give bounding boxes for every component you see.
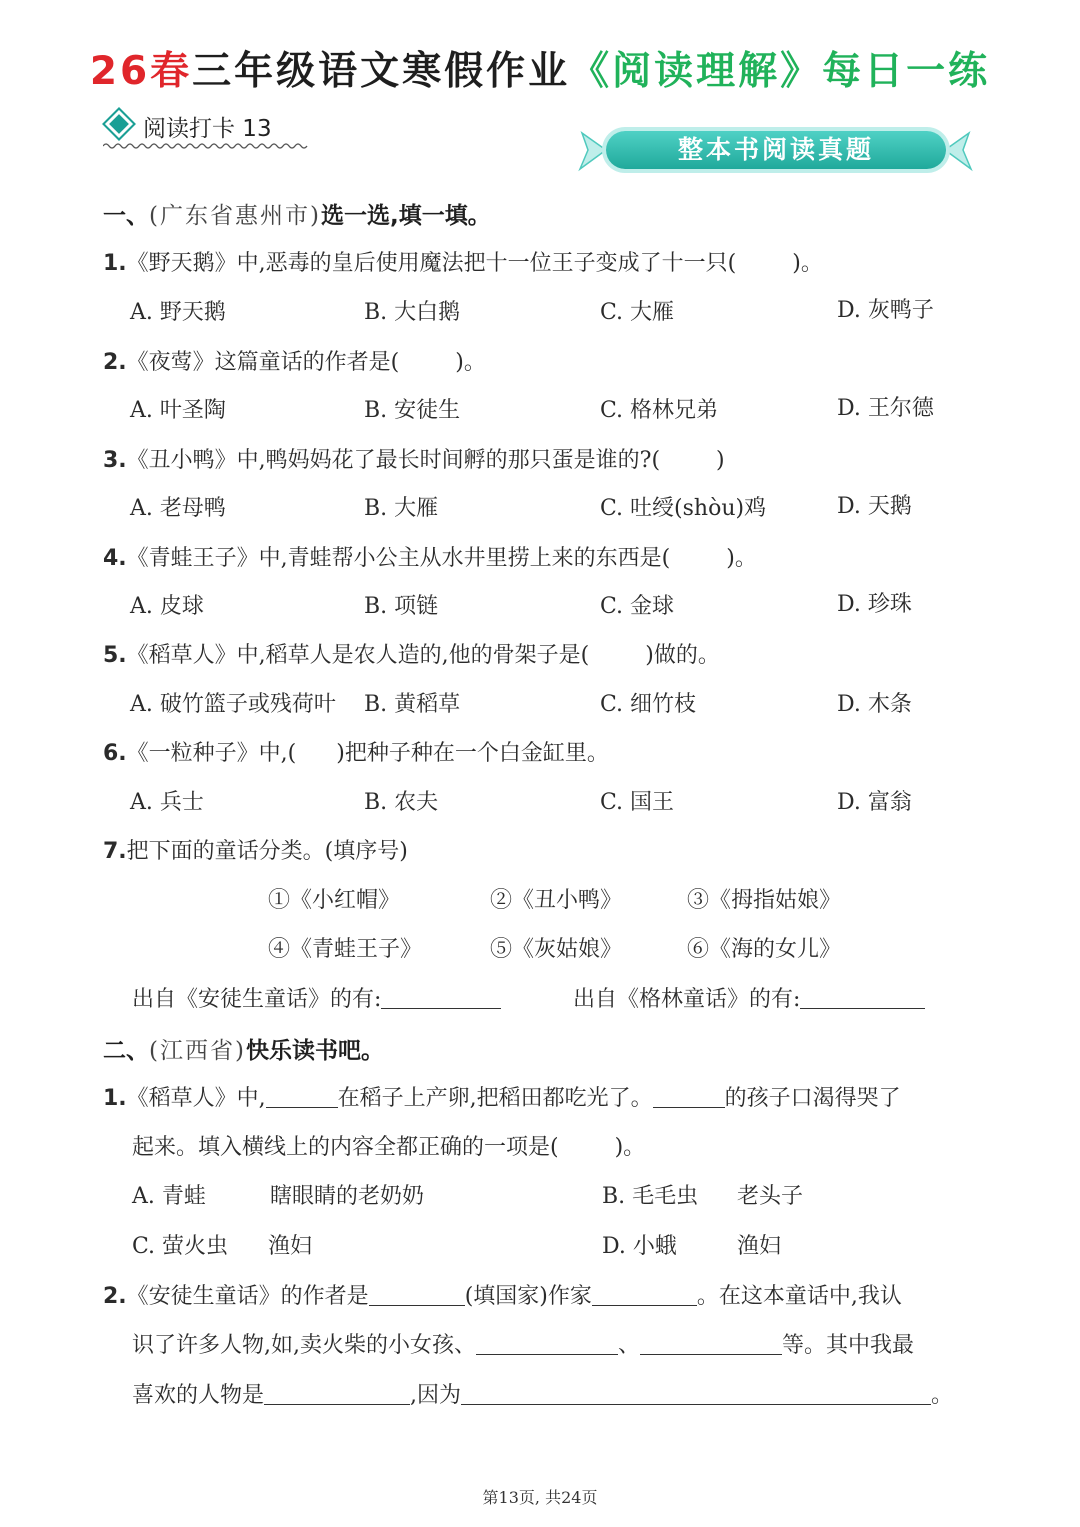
q1-option-c: C. 大雁 [600, 300, 675, 325]
q7-item-6: ⑥《海的女儿》 [687, 937, 842, 962]
q7-item-1: ①《小红帽》 [268, 888, 401, 913]
diamond-icon [105, 110, 133, 138]
page-title [0, 40, 1080, 100]
title-prefix: 26春 [89, 49, 193, 94]
question-3: 3.《丑小鸭》中,鸭妈妈花了最长时间孵的那只蛋是谁的?( ) [103, 448, 725, 473]
title-main: 三年级语文寒假作业 [192, 49, 571, 94]
s2-question-1-line2: 起来。填入横线上的内容全都正确的一项是( )。 [132, 1135, 646, 1160]
answer-blank[interactable] [264, 1384, 410, 1405]
q3-option-c: C. 吐绶(shòu)鸡 [600, 496, 767, 521]
answer-blank[interactable] [592, 1285, 697, 1306]
s2-q1-option-d: D. 小蛾 [602, 1234, 677, 1259]
q6-option-b: B. 农夫 [364, 790, 439, 815]
s2-q1-option-a: A. 青蛙 [132, 1184, 206, 1209]
title-suffix: 每日一练 [822, 49, 991, 94]
checkin-label: 阅读打卡 13 [143, 116, 272, 142]
left-wing-icon [578, 125, 608, 175]
s2-q1-option-b: B. 毛毛虫 [602, 1184, 699, 1209]
section-banner [578, 125, 973, 175]
q7-item-4: ④《青蛙王子》 [268, 937, 423, 962]
q1-option-d: D. 灰鸭子 [837, 298, 934, 323]
answer-blank[interactable] [476, 1334, 618, 1355]
answer-blank[interactable] [640, 1334, 782, 1355]
title-book: 《阅读理解》 [570, 49, 823, 94]
q5-option-b: B. 黄稻草 [364, 692, 461, 717]
answer-blank[interactable] [800, 988, 925, 1009]
q4-option-a: A. 皮球 [130, 594, 204, 619]
q2-option-a: A. 叶圣陶 [130, 398, 226, 423]
s2-q1-option-c: C. 萤火虫 [132, 1234, 229, 1259]
answer-blank[interactable] [381, 988, 501, 1009]
question-4: 4.《青蛙王子》中,青蛙帮小公主从水井里捞上来的东西是( )。 [103, 546, 757, 571]
right-wing-icon [943, 125, 973, 175]
answer-blank[interactable] [653, 1087, 725, 1108]
q3-option-a: A. 老母鸭 [130, 496, 226, 521]
question-7: 7.把下面的童话分类。(填序号) [103, 839, 408, 864]
page-number: 第13页, 共24页 [482, 1488, 598, 1507]
s2-question-2-line2: 识了许多人物,如,卖火柴的小女孩、 、 等。其中我最 [132, 1333, 915, 1358]
q1-option-b: B. 大白鹅 [364, 300, 461, 325]
q6-option-c: C. 国王 [600, 790, 675, 815]
answer-blank[interactable] [369, 1285, 465, 1306]
q4-option-d: D. 珍珠 [837, 592, 912, 617]
q2-option-d: D. 王尔德 [837, 396, 934, 421]
q6-option-d: D. 富翁 [837, 790, 912, 815]
q5-option-a: A. 破竹篮子或残荷叶 [130, 692, 336, 717]
q4-option-c: C. 金球 [600, 594, 675, 619]
s2-question-1: 1.《稻草人》中, 在稻子上产卵,把稻田都吃光了。 的孩子口渴得哭了 [103, 1086, 901, 1111]
q6-option-a: A. 兵士 [130, 790, 204, 815]
s2-q1-option-a-detail: 瞎眼睛的老奶奶 [270, 1184, 425, 1209]
question-1: 1.《野天鹅》中,恶毒的皇后使用魔法把十一位王子变成了十一只( )。 [103, 251, 823, 276]
q5-option-c: C. 细竹枝 [600, 692, 697, 717]
q2-option-c: C. 格林兄弟 [600, 398, 719, 423]
q7-item-5: ⑤《灰姑娘》 [490, 937, 623, 962]
q7-item-2: ②《丑小鸭》 [490, 888, 623, 913]
answer-blank[interactable] [266, 1087, 338, 1108]
reading-checkin [103, 110, 272, 143]
q2-option-b: B. 安徒生 [364, 398, 461, 423]
q1-option-a: A. 野天鹅 [130, 300, 226, 325]
section2-heading: 二、(江西省)快乐读书吧。 [103, 1038, 384, 1064]
q7-item-3: ③《拇指姑娘》 [687, 888, 842, 913]
s2-q1-option-b-detail: 老头子 [737, 1184, 804, 1209]
s2-q1-option-c-detail: 渔妇 [268, 1234, 313, 1259]
q3-option-b: B. 大雁 [364, 496, 439, 521]
q4-option-b: B. 项链 [364, 594, 439, 619]
question-2: 2.《夜莺》这篇童话的作者是( )。 [103, 350, 486, 375]
q7-andersen-fill: 出自《安徒生童话》的有: [132, 982, 501, 1013]
q3-option-d: D. 天鹅 [837, 494, 912, 519]
banner-text: 整本书阅读真题 [677, 135, 874, 164]
section2-source: (江西省) [149, 1038, 246, 1064]
wavy-underline [103, 142, 308, 150]
q7-grimm-fill: 出自《格林童话》的有: [573, 982, 925, 1013]
s2-question-2: 2.《安徒生童话》的作者是 (填国家)作家 。在这本童话中,我认 [103, 1284, 902, 1309]
section1-source: (广东省惠州市) [149, 203, 321, 229]
section1-heading: 一、(广东省惠州市)选一选,填一填。 [103, 203, 491, 229]
question-6: 6.《一粒种子》中,( )把种子种在一个白金缸里。 [103, 741, 609, 766]
s2-q1-option-d-detail: 渔妇 [737, 1234, 782, 1259]
q5-option-d: D. 木条 [837, 692, 912, 717]
s2-question-2-line3: 喜欢的人物是 ,因为 。 [132, 1383, 954, 1408]
question-5: 5.《稻草人》中,稻草人是农人造的,他的骨架子是( )做的。 [103, 643, 720, 668]
answer-blank[interactable] [461, 1384, 931, 1405]
